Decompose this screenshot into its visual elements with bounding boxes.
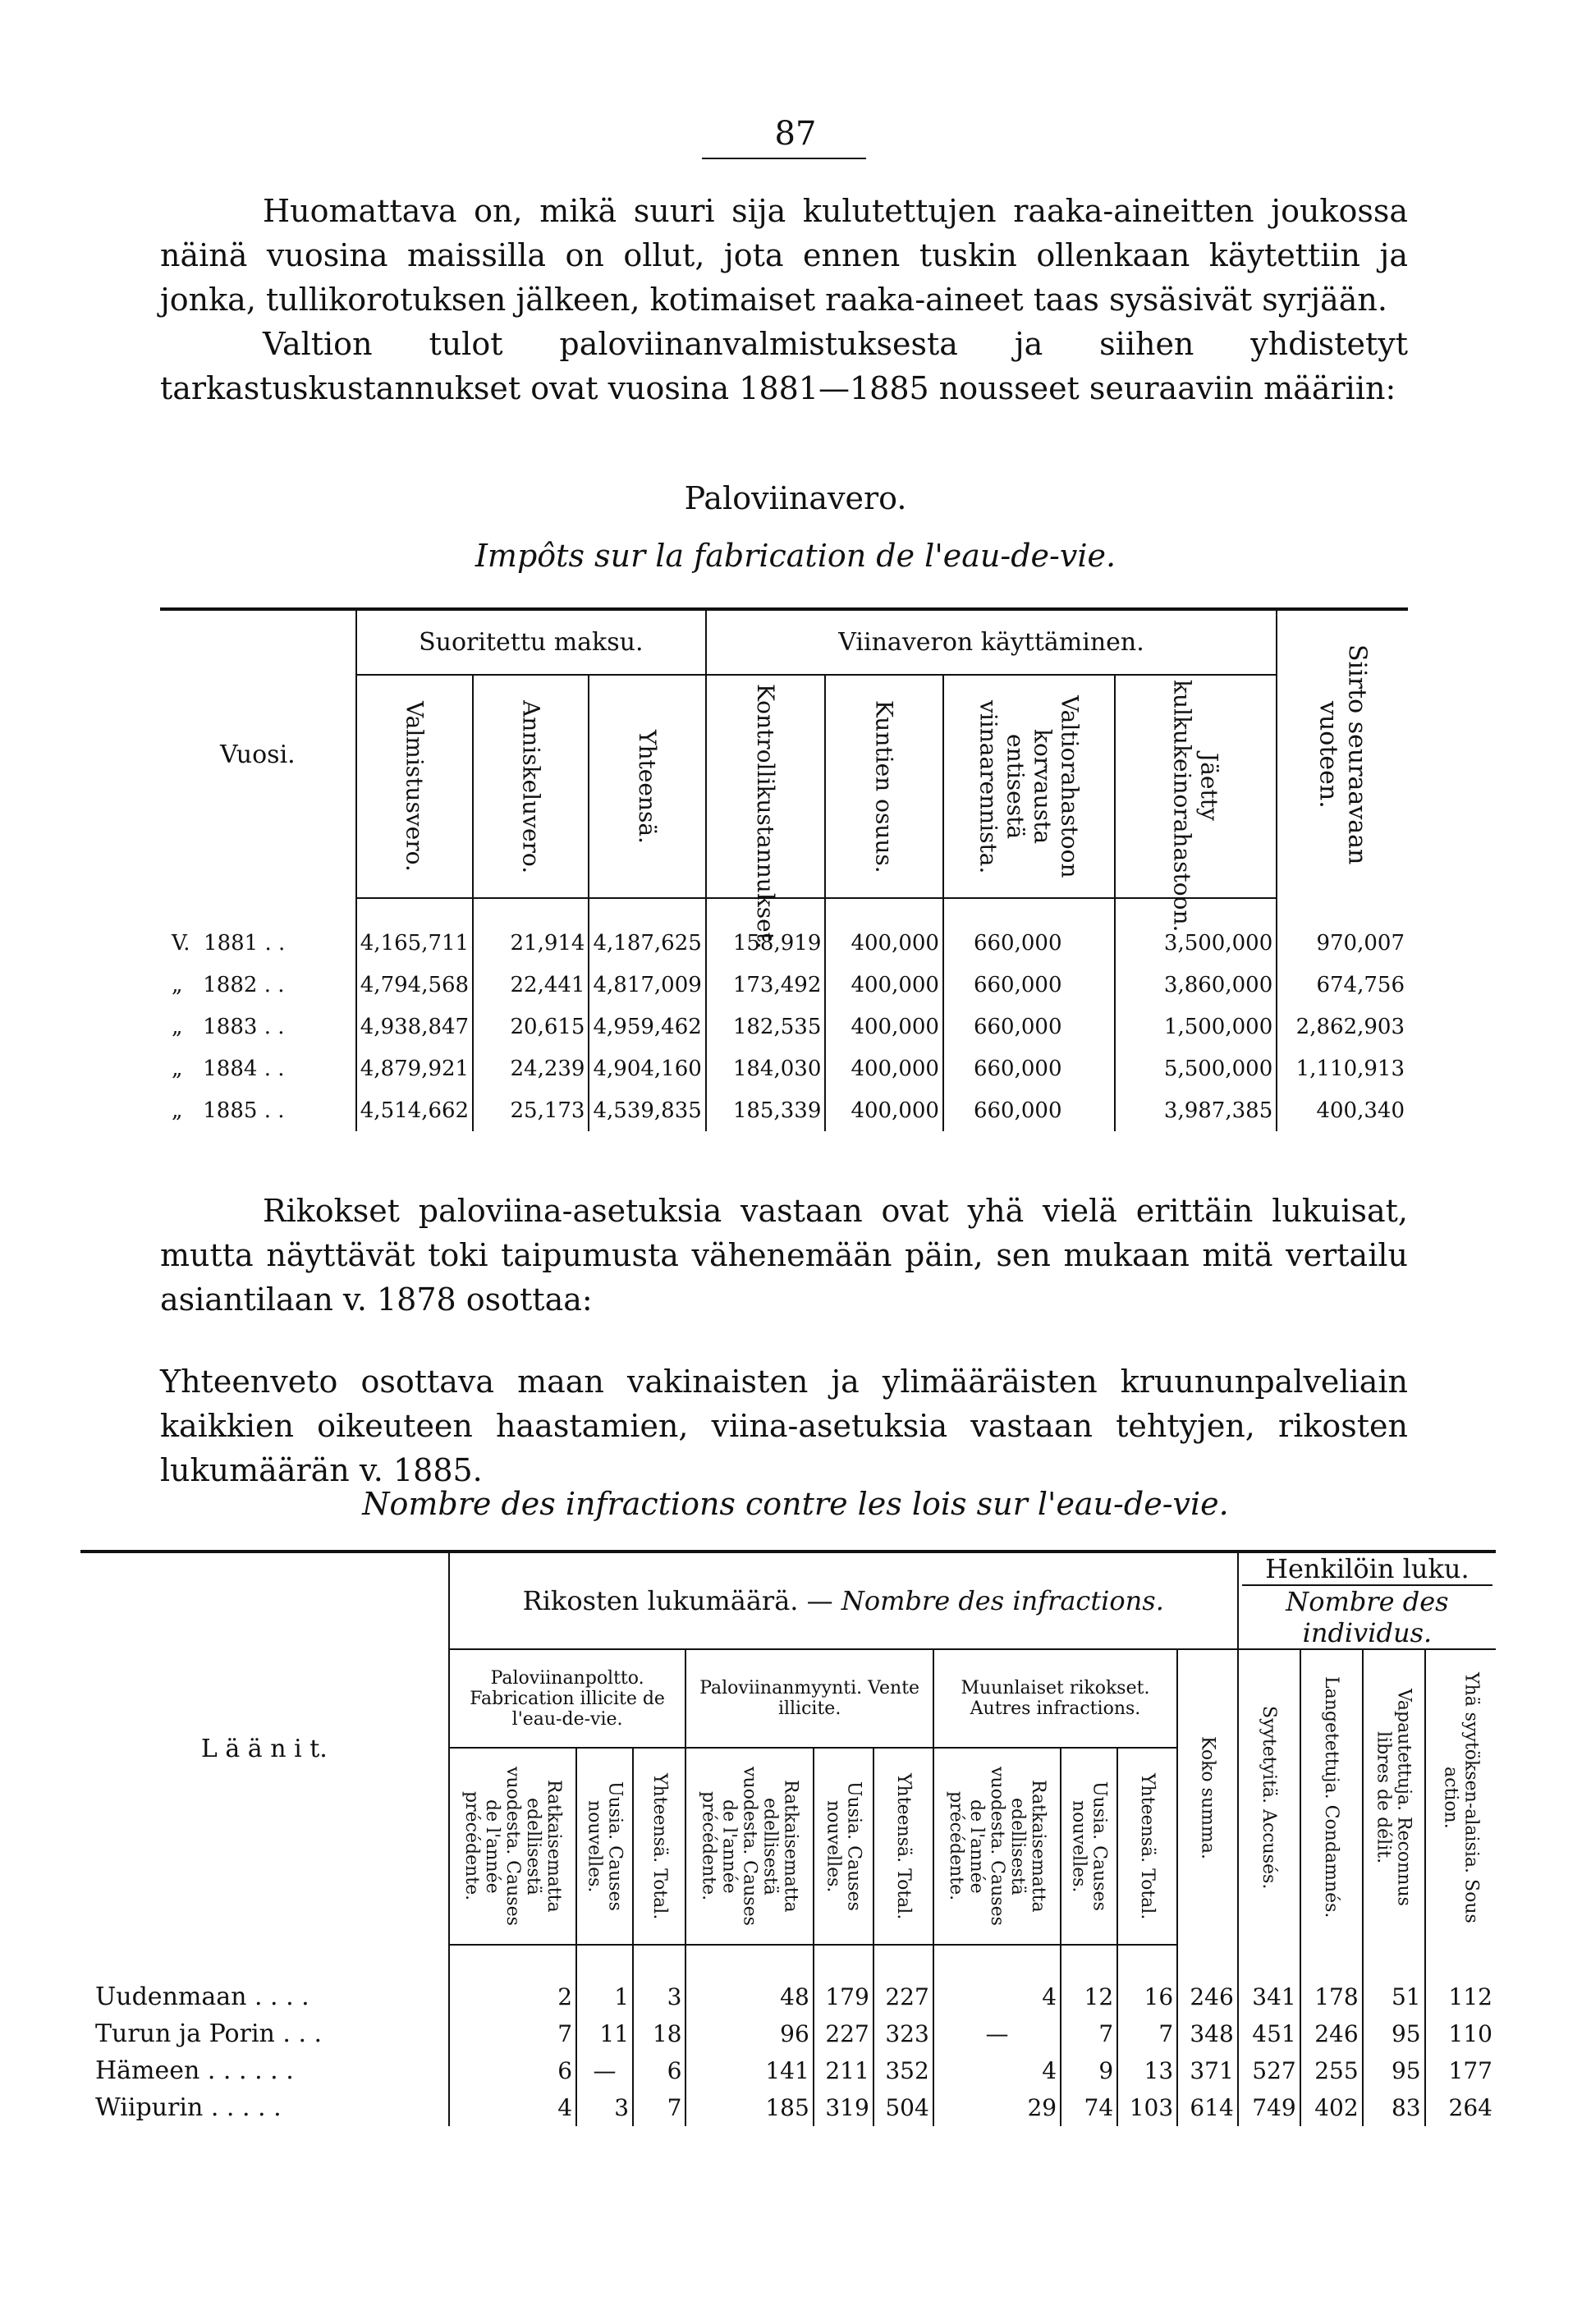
col-valtiorahasto-header: Valtiorahastoon korvausta entisestä viinaarennista. <box>974 694 1084 878</box>
table-row: V. 1881 . . 4,165,711 21,914 4,187,625 158,919 400,000 660,000 3,500,000 970,007 <box>160 922 1408 964</box>
col-yhteensa-poltto: Yhteensä. Total. <box>649 1772 670 1920</box>
col-valmistusvero-header: Valmistusvero. <box>401 701 429 873</box>
paragraph-crimes: Rikokset paloviina-asetuksia vastaan ovat yhä vielä erittäin lukuisat, mutta näyttävät toki taipumusta vähenemään päin, sen mukaan mitä vertailu asiantilaan v. 1878 osottaa: <box>160 1193 1408 1318</box>
table1-subtitle: Impôts sur la fabrication de l'eau-de-vie. <box>475 538 1116 574</box>
table-row: „ 1883 . . 4,938,847 20,615 4,959,462 182,535 400,000 660,000 1,500,000 2,862,903 <box>160 1006 1408 1047</box>
col-ratkaisematta-muut: Ratkaisematta edellisestä vuodesta. Causes de l'année précédente. <box>945 1767 1048 1926</box>
table-row: „ 1884 . . 4,879,921 24,239 4,904,160 184,030 400,000 660,000 5,500,000 1,110,913 <box>160 1047 1408 1089</box>
page-number-rule <box>702 158 866 159</box>
sub-myynti-header: Paloviinanmyynti. Vente illicite. <box>685 1649 933 1748</box>
group-henkiloin-header <box>1238 1552 1496 1649</box>
col-yhteensa-muut: Yhteensä. Total. <box>1137 1772 1158 1920</box>
paragraph-revenue: Valtion tulot paloviinanvalmistuksesta ja siihen yhdistetyt tarkastuskustannukset ovat vuosina 1881—1885 nousseet seuraaviin määriin: <box>160 326 1408 406</box>
col-vapautettuja-header: Vapautettuja. Reconnus libres de délit. <box>1373 1689 1414 1906</box>
page-number: 87 <box>774 115 817 153</box>
col-uusia-poltto: Uusia. Causes nouvelles. <box>584 1781 626 1911</box>
col-langetettuja-header: Langetettuja. Condamnés. <box>1321 1676 1342 1918</box>
table1-title: Paloviinavero. <box>684 480 907 516</box>
spirits-tax-table <box>160 607 1408 1131</box>
col-kontrolli-header: Kontrollikustannukset. <box>752 684 780 950</box>
col-kuntien-header: Kuntien osuus. <box>870 699 898 873</box>
col-anniskeluvero-header: Anniskeluvero. <box>517 699 545 873</box>
table-row: „ 1885 . . 4,514,662 25,173 4,539,835 185,339 400,000 660,000 3,987,385 400,340 <box>160 1089 1408 1131</box>
table-row: Uudenmaan . . . . 2 1 3 48 179 227 4 12 16 246 341 178 51 112 <box>80 1978 1496 2015</box>
table-row: Hämeen . . . . . . 6 — 6 141 211 352 4 9 13 371 527 255 95 177 <box>80 2052 1496 2089</box>
table-row: Wiipurin . . . . . 4 3 7 185 319 504 29 74 103 614 749 402 83 264 <box>80 2089 1496 2126</box>
group-paid-header: Suoritettu maksu. <box>356 609 706 675</box>
col-koko-header: Koko summa. <box>1197 1735 1218 1859</box>
table2-subtitle: Nombre des infractions contre les lois sur l'eau-de-vie. <box>362 1486 1229 1522</box>
paragraph-maize: Huomattava on, mikä suuri sija kulutettujen raaka-aineitten joukossa näinä vuosina maissilla on ollut, jota ennen tuskin ollenkaan käytettiin ja jonka, tullikorotuksen jälkeen, kotimaiset raaka-aineet taas sysäsivät syrjään. <box>160 193 1408 318</box>
col-jaetty-header: Jäetty kulkukeinorahastoon. <box>1168 680 1223 933</box>
group-rikosten-fr-label: Nombre des infractions. <box>841 1585 1164 1616</box>
col-yhteensa-myynti: Yhteensä. Total. <box>892 1772 914 1920</box>
col-uusia-muut: Uusia. Causes nouvelles. <box>1068 1781 1110 1911</box>
table-row: Turun ja Porin . . . 7 11 18 96 227 323 — 7 7 348 451 246 95 110 <box>80 2015 1496 2052</box>
col-syytetyita-header: Syytetyitä. Accusés. <box>1259 1705 1280 1890</box>
group-rikosten-label: Rikosten lukumäärä. <box>522 1585 799 1616</box>
col-uusia-myynti: Uusia. Causes nouvelles. <box>823 1781 864 1911</box>
col-laanit-header: L ä ä n i t. <box>200 1735 328 1763</box>
table-row: „ 1882 . . 4,794,568 22,441 4,817,009 173,492 400,000 660,000 3,860,000 674,756 <box>160 964 1408 1006</box>
col-siirto-header: Siirto seuraavaan vuoteen. <box>1314 644 1372 865</box>
sub-poltto-header: Paloviinanpoltto. Fabrication illicite de l'eau-de-vie. <box>449 1649 686 1748</box>
col-ratkaisematta-poltto: Ratkaisematta edellisestä vuodesta. Causes de l'année précédente. <box>461 1767 564 1926</box>
col-yha-header: Yhä syytöksen-alaisia. Sous action. <box>1440 1671 1482 1923</box>
paragraph-summary: Yhteenveto osottava maan vakinaisten ja ylimääräisten kruununpalveliain kaikkien oikeuteen haastamien, viina-asetuksia vastaan tehtyjen, rikosten lukumäärän v. 1885. <box>160 1364 1408 1488</box>
group-henkiloin-label: Henkilöin luku. <box>1265 1553 1469 1584</box>
group-rikosten-header: Rikosten lukumäärä. — Nombre des infractions. <box>449 1552 1238 1649</box>
infractions-table <box>80 1550 1496 2126</box>
col-year-header: Vuosi. <box>220 740 296 769</box>
col-ratkaisematta-myynti: Ratkaisematta edellisestä vuodesta. Causes de l'année précédente. <box>698 1767 801 1926</box>
group-henkiloin-fr-label: Nombre des individus. <box>1242 1584 1492 1648</box>
group-use-header: Viinaveron käyttäminen. <box>706 609 1277 675</box>
sub-muut-header: Muunlaiset rikokset. Autres infractions. <box>933 1649 1177 1748</box>
col-yhteensa-header: Yhteensä. <box>634 729 662 844</box>
